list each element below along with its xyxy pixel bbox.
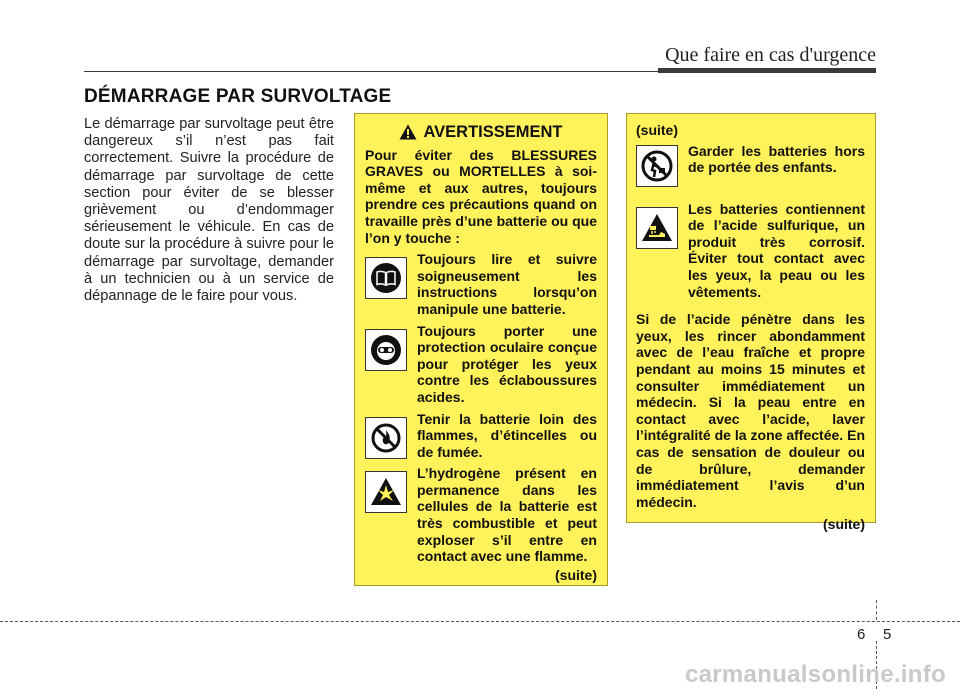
warning-item <box>636 201 865 301</box>
warning-item-text: Toujours porter une protection oculaire conçue pour protéger les yeux contre les éclaboussures acides. <box>417 322 597 405</box>
warning-item <box>365 323 597 406</box>
header-rule-accent <box>658 68 876 73</box>
page-number: 5 <box>883 626 892 643</box>
warning-continuation-panel <box>626 113 876 533</box>
explosion-icon <box>365 471 407 513</box>
warning-item-text: Tenir la batterie loin des flammes, d’étincelles ou de fumée. <box>417 410 597 460</box>
corrosive-acid-icon <box>636 207 678 249</box>
keep-from-children-icon <box>636 145 678 187</box>
intro-paragraph: Le démarrage par survoltage peut être dangereux s’il n’est pas fait correctement. Suivre la procédure de démarrage par survoltage de cette section pour éviter de se blesser grièvement ou d’endommager sérieusement le véhicule. En cas de doute sur la procédure à suivre pour le démarrage par survoltage, demander à un technicien ou à un service de dépannage de le faire pour vous. <box>84 116 334 305</box>
footer-rule <box>0 621 960 622</box>
no-flame-icon <box>365 417 407 459</box>
warning-item-text: L’hydrogène présent en permanence dans les cellules de la batterie est très combustible et peut exploser s’il entre en contact avec une flamme. <box>417 465 597 565</box>
eye-protection-icon <box>365 329 407 371</box>
warning-title: AVERTISSEMENT <box>423 123 563 141</box>
watermark: carmanualsonline.info <box>684 661 946 688</box>
continued-header: (suite) <box>636 122 678 138</box>
warning-item-text: Les batteries contiennent de l’acide sulfurique, un produit très corrosif. Éviter tout contact avec les yeux, la peau ou les vêtements. <box>688 200 865 300</box>
warning-lead: Pour éviter des BLESSURES GRAVES ou MORTELLES à soi-même et aux autres, toujours prendre ces précautions quand on travaille près d’une batterie ou que l’on y touche : <box>365 146 597 246</box>
warning-heading <box>365 124 597 141</box>
warning-item <box>636 143 865 187</box>
warning-triangle-icon <box>399 124 417 140</box>
warning-panel <box>354 113 608 586</box>
warning-item-text: Toujours lire et suivre soigneusement les instructions lorsqu’on manipule une batterie. <box>417 251 597 317</box>
chapter-number: 6 <box>857 626 866 643</box>
warning-item <box>365 465 597 565</box>
warning-item <box>365 411 597 461</box>
running-header: Que faire en cas d'urgence <box>665 44 876 66</box>
warning-item-text: Garder les batteries hors de portée des enfants. <box>688 142 865 176</box>
warning-item <box>365 251 597 317</box>
footer-divider <box>876 600 877 620</box>
read-manual-icon <box>365 257 407 299</box>
section-title: DÉMARRAGE PAR SURVOLTAGE <box>84 86 392 107</box>
continued-label: (suite) <box>823 516 865 533</box>
acid-contact-paragraph: Si de l’acide pénètre dans les yeux, les rincer abondamment avec de l’eau fraîche et propre pendant au moins 15 minutes et consulter immédiatement un médecin. Si la peau entre en contact avec l’acide, laver l’intégralité de la zone affectée. En cas de sensation de douleur ou de brûlure, demander immédiatement l’avis d’un médecin. <box>636 311 865 510</box>
continued-label: (suite) <box>555 566 597 583</box>
